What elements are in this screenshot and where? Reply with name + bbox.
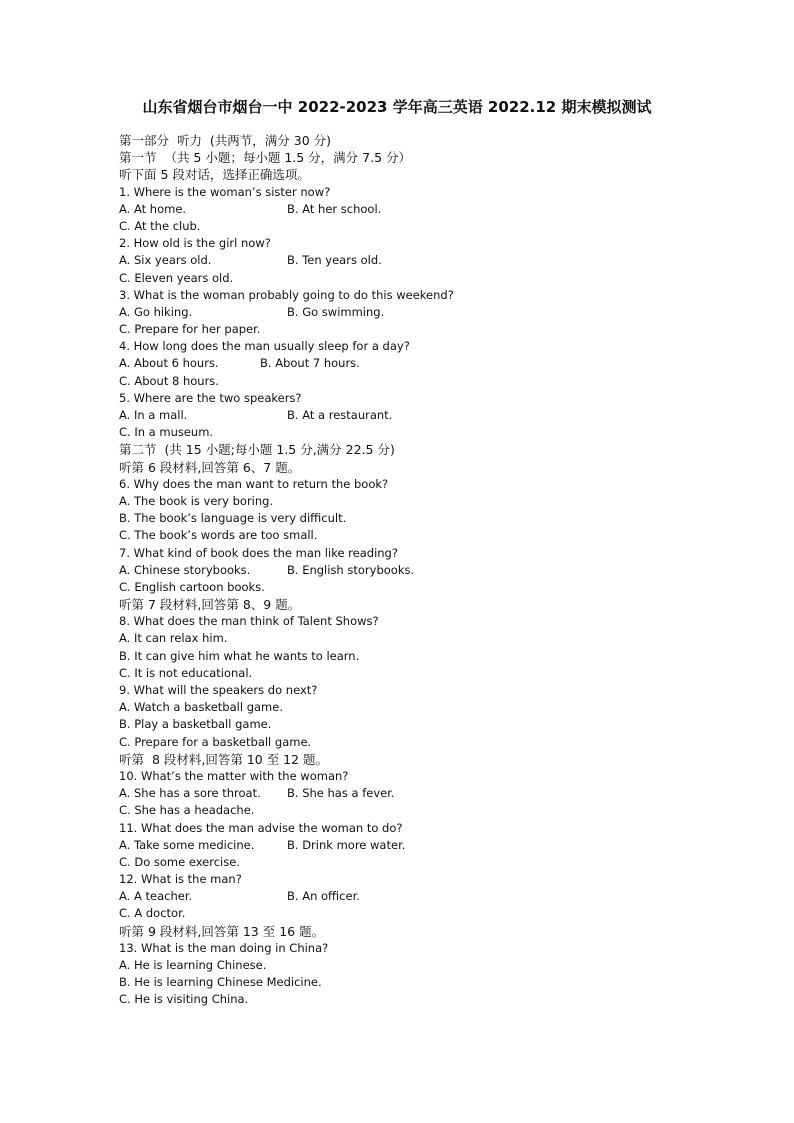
option-a: A. Go hiking. (119, 304, 193, 319)
section1-heading: 第一节 （共 5 小题；每小题 1.5 分，满分 7.5 分） (119, 150, 411, 166)
option-a: A. In a mall. (119, 408, 188, 422)
option-a: A. The book is very boring. (119, 493, 274, 508)
part1-heading: 第一部分 听力 (共两节，满分 30 分) (119, 133, 332, 148)
option-b: B. Ten years old. (287, 253, 382, 268)
question-1: 1. Where is the woman’s sister now? (119, 184, 331, 199)
option-c: C. At the club. (119, 218, 201, 233)
question-1-options-row (119, 201, 679, 218)
question-4: 4. How long does the man usually sleep for a day? (119, 339, 410, 354)
option-c: C. About 8 hours. (119, 373, 219, 388)
material-7-instruction: 听第 7 段材料,回答第 8、9 题。 (119, 597, 301, 613)
option-a: A. It can relax him. (119, 631, 228, 646)
option-a: A. About 6 hours. (119, 356, 219, 371)
question-3-options-row (119, 304, 679, 321)
option-b: B. Go swimming. (287, 304, 385, 319)
question-5-options-row (119, 407, 679, 424)
question-3: 3. What is the woman probably going to do this weekend? (119, 287, 454, 302)
option-b: B. She has a fever. (287, 786, 395, 801)
question-2-options-row (119, 252, 679, 269)
question-12-options-row (119, 888, 679, 905)
option-a: A. Watch a basketball game. (119, 700, 283, 715)
option-c: C. It is not educational. (119, 665, 253, 680)
option-b: B. He is learning Chinese Medicine. (119, 975, 322, 990)
option-a: A. A teacher. (119, 889, 193, 904)
material-8-instruction: 听第 8 段材料,回答第 10 至 12 题。 (119, 751, 329, 767)
option-a: A. Take some medicine. (119, 837, 255, 852)
material-9-instruction: 听第 9 段材料,回答第 13 至 16 题。 (119, 923, 325, 939)
question-2: 2. How old is the girl now? (119, 236, 271, 251)
option-b: B. The book’s language is very difficult. (119, 511, 347, 526)
option-b: B. About 7 hours. (260, 356, 360, 371)
question-6: 6. Why does the man want to return the book? (119, 476, 389, 491)
option-b: B. It can give him what he wants to learn. (119, 648, 360, 663)
option-c: C. English cartoon books. (119, 579, 265, 594)
option-c: C. Do some exercise. (119, 854, 240, 869)
option-a: A. He is learning Chinese. (119, 958, 267, 972)
question-13: 13. What is the man doing in China? (119, 940, 329, 955)
question-7-options-row (119, 562, 679, 579)
option-c: C. In a museum. (119, 425, 214, 440)
question-12: 12. What is the man? (119, 872, 242, 887)
option-c: C. The book’s words are too small. (119, 528, 318, 543)
option-c: C. Prepare for a basketball game. (119, 734, 312, 749)
question-4-options-row (119, 355, 679, 372)
question-11-options-row (119, 837, 679, 854)
option-a: A. At home. (119, 201, 187, 216)
option-a: A. Chinese storybooks. (119, 562, 251, 577)
section2-heading: 第二节 (共 15 小题;每小题 1.5 分,满分 22.5 分) (119, 442, 395, 458)
option-b: B. Play a basketball game. (119, 717, 272, 732)
option-b: B. At her school. (287, 201, 382, 216)
option-b: B. English storybooks. (287, 562, 415, 577)
question-10-options-row (119, 785, 679, 802)
option-a: A. She has a sore throat. (119, 786, 261, 801)
question-7: 7. What kind of book does the man like reading? (119, 545, 398, 560)
option-c: C. Eleven years old. (119, 270, 234, 285)
option-b: B. An officer. (287, 889, 360, 904)
option-a: A. Six years old. (119, 253, 212, 268)
option-c: C. A doctor. (119, 906, 186, 921)
document-body (119, 132, 679, 1009)
question-10: 10. What’s the matter with the woman? (119, 768, 349, 783)
option-b: B. At a restaurant. (287, 408, 393, 422)
question-5: 5. Where are the two speakers? (119, 390, 302, 405)
question-8: 8. What does the man think of Talent Shows? (119, 614, 379, 629)
page-title: 山东省烟台市烟台一中 2022-2023 学年高三英语 2022.12 期末模拟测试 (142, 98, 652, 116)
option-c: C. Prepare for her paper. (119, 322, 261, 337)
material-6-instruction: 听第 6 段材料,回答第 6、7 题。 (119, 459, 301, 475)
section1-instruction: 听下面 5 段对话，选择正确选项。 (119, 167, 310, 183)
option-c: C. He is visiting China. (119, 992, 249, 1007)
question-11: 11. What does the man advise the woman to do? (119, 820, 403, 835)
option-b: B. Drink more water. (287, 837, 406, 852)
question-9: 9. What will the speakers do next? (119, 683, 318, 697)
option-c: C. She has a headache. (119, 803, 255, 818)
